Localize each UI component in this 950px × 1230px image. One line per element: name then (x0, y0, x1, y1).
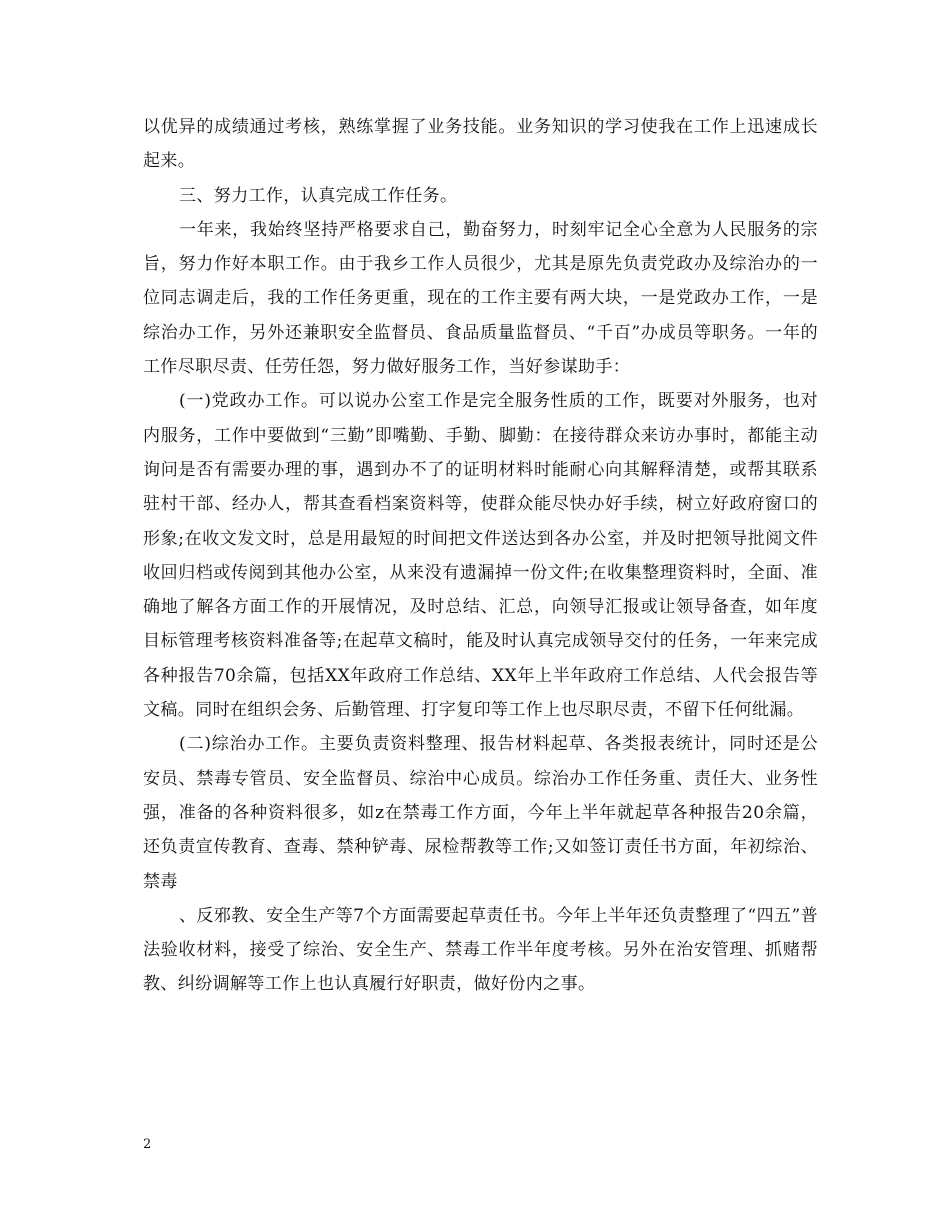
document-body (143, 110, 818, 1002)
paragraph-6: 、反邪教、安全生产等7个方面需要起草责任书。今年上半年还负责整理了“四五”普法验收材料，接受了综治、安全生产、禁毒工作半年度考核。另外在治安管理、抓赌帮教、纠纷调解等工作上也认真履行好职责，做好份内之事。 (143, 905, 818, 995)
paragraph-3: 一年来，我始终坚持严格要求自己，勤奋努力，时刻牢记全心全意为人民服务的宗旨，努力作好本职工作。由于我乡工作人员很少，尤其是原先负责党政办及综治办的一位同志调走后，我的工作任务更重，现在的工作主要有两大块，一是党政办工作，一是综治办工作，另外还兼职安全监督员、食品质量监督员、“千百”办成员等职务。一年的工作尽职尽责、任劳任怨，努力做好服务工作，当好参谋助手： (143, 219, 818, 378)
section-heading: 三、努力工作，认真完成工作任务。 (179, 185, 458, 206)
page-number: 2 (143, 1137, 152, 1152)
paragraph-5: (二)综治办工作。主要负责资料整理、报告材料起草、各类报表统计，同时还是公安员、禁毒专管员、安全监督员、综治中心成员。综治办工作任务重、责任大、业务性强，准备的各种资料很多，如z在禁毒工作方面，今年上半年就起草各种报告20余篇，还负责宣传教育、查毒、禁种铲毒、尿检帮教等工作;又如签订责任书方面，年初综治、禁毒 (143, 734, 818, 892)
paragraph-4: (一)党政办工作。可以说办公室工作是完全服务性质的工作，既要对外服务，也对内服务，工作中要做到“三勤”即嘴勤、手勤、脚勤：在接待群众来访办事时，都能主动询问是否有需要办理的事，遇到办不了的证明材料时能耐心向其解释清楚，或帮其联系驻村干部、经办人，帮其查看档案资料等，使群众能尽快办好手续，树立好政府窗口的形象;在收文发文时，总是用最短的时间把文件送达到各办公室，并及时把领导批阅文件收回归档或传阅到其他办公室，从来没有遗漏掉一份文件;在收集整理资料时，全面、准确地了解各方面工作的开展情况，及时总结、汇总，向领导汇报或让领导备查，如年度目标管理考核资料准备等;在起草文稿时，能及时认真完成领导交付的任务，一年来完成各种报告70余篇，包括XX年政府工作总结、XX年上半年政府工作总结、人代会报告等文稿。同时在组织会务、后勤管理、打字复印等工作上也尽职尽责，不留下任何纰漏。 (143, 391, 818, 721)
paragraph-1: 以优异的成绩通过考核，熟练掌握了业务技能。业务知识的学习使我在工作上迅速成长起来。 (143, 117, 818, 172)
